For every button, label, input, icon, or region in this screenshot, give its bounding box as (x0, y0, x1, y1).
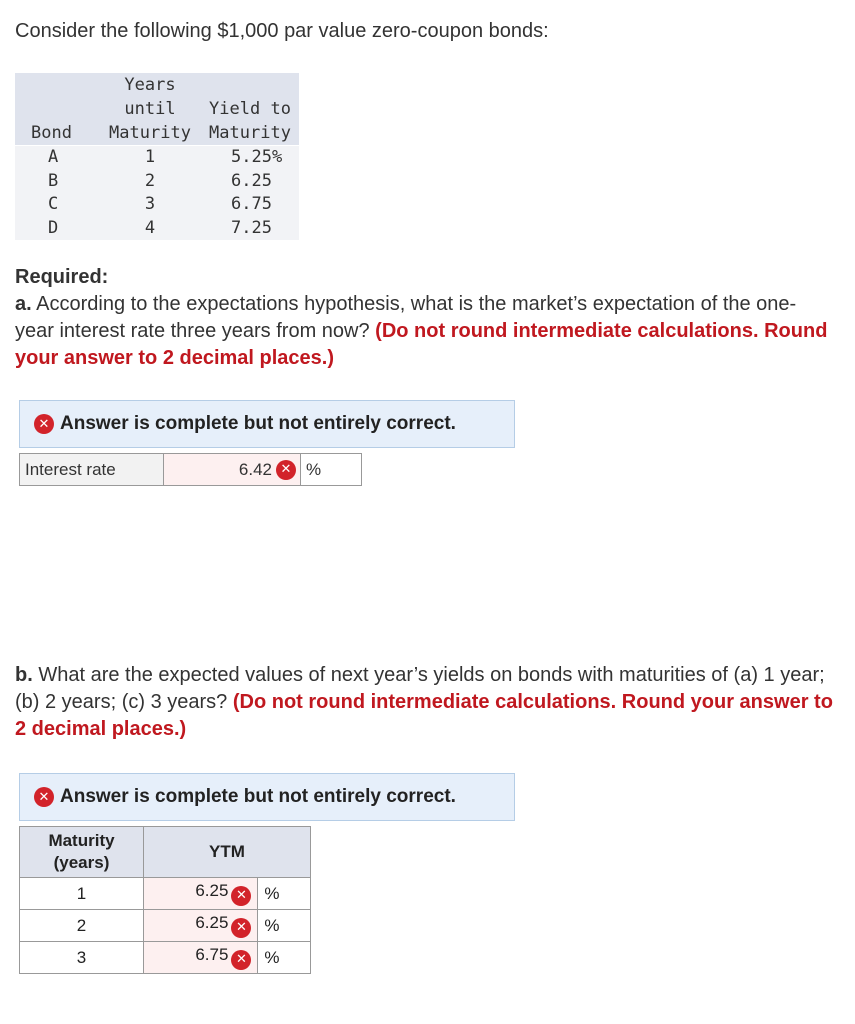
ytm-header: YTM (144, 827, 311, 878)
years-until-maturity-header: Years until Maturity (99, 73, 201, 146)
question-a-text: a. According to the expectations hypothesis, what is the market’s expectation of the one-year interest rate three years from now? (Do not round intermediate calculations. Round your answer to 2 decimal places.) (15, 293, 828, 369)
ytm-input[interactable]: 6.75 ✕ (144, 942, 258, 974)
intro-text: Consider the following $1,000 par value zero-coupon bonds: (15, 20, 549, 42)
percent-unit: % (306, 459, 322, 479)
answer-status-banner: ✕ Answer is complete but not entirely correct. (19, 400, 515, 448)
ytm-table (19, 826, 311, 974)
table-row: 1 6.25 ✕ % (20, 878, 311, 910)
x-circle-icon: ✕ (231, 950, 251, 970)
question-a (15, 264, 835, 372)
table-row: C 3 6.75 (15, 193, 299, 217)
table-row: D 4 7.25 (15, 217, 299, 241)
percent-unit: % (258, 910, 311, 942)
interest-rate-input[interactable]: 6.42 ✕ (164, 454, 301, 485)
x-circle-icon: ✕ (276, 460, 296, 480)
percent-unit: % (258, 878, 311, 910)
x-circle-icon: ✕ (231, 918, 251, 938)
question-b: b. What are the expected values of next year’s yields on bonds with maturities of (a) 1 year; (b) 2 years; (c) 3 years? (Do not round intermediate calculations. Round your answer to 2 decimal places.) (15, 664, 833, 740)
x-circle-icon: ✕ (34, 787, 54, 807)
percent-unit: % (258, 942, 311, 974)
answer-status-banner: ✕ Answer is complete but not entirely correct. (19, 773, 515, 821)
table-row: A 1 5.25% (15, 146, 299, 170)
instruction-text: (Do not round intermediate calculations. Round your answer to 2 decimal places.) (15, 691, 833, 740)
x-circle-icon: ✕ (34, 414, 54, 434)
maturity-header: Maturity (years) (20, 827, 144, 878)
answer-a-row (19, 453, 362, 486)
ytm-input[interactable]: 6.25 ✕ (144, 910, 258, 942)
yield-to-maturity-header: Yield to Maturity (201, 73, 299, 146)
bond-header: Bond (15, 73, 99, 146)
ytm-input[interactable]: 6.25 ✕ (144, 878, 258, 910)
instruction-text: (Do not round intermediate calculations. Round your answer to 2 decimal places.) (15, 320, 828, 369)
table-row: B 2 6.25 (15, 170, 299, 194)
bond-table (15, 73, 299, 240)
table-row: 3 6.75 ✕ % (20, 942, 311, 974)
table-row: 2 6.25 ✕ % (20, 910, 311, 942)
required-heading: Required: (15, 266, 109, 288)
interest-rate-label: Interest rate (20, 454, 164, 485)
x-circle-icon: ✕ (231, 886, 251, 906)
